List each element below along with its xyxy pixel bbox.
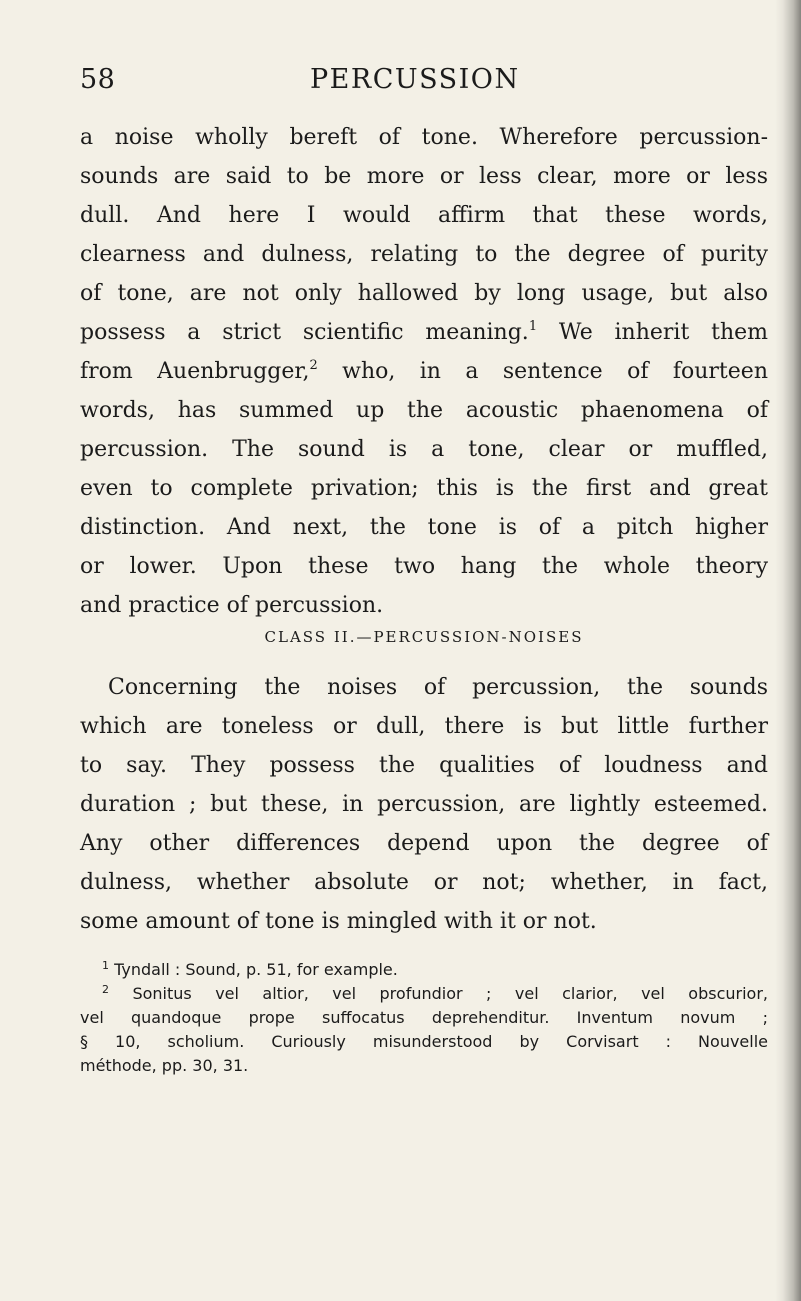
- paragraph-line: Concerning the noises of percussion, the sounds: [108, 675, 768, 700]
- paragraph-line: dulness, whether absolute or not; whether, in fact,: [80, 870, 768, 895]
- footnote-text: Sonitus vel altior, vel profundior ; vel clarior, vel obscurior,: [132, 984, 769, 1003]
- paragraph-line: of tone, are not only hallowed by long usage, but also: [80, 281, 768, 306]
- running-head: [70, 62, 760, 102]
- paragraph-line-text: We inherit them: [537, 320, 768, 345]
- paragraph-line: sounds are said to be more or less clear, more or less: [80, 164, 768, 189]
- footnotes: [80, 958, 768, 1078]
- paragraph-line: or lower. Upon these two hang the whole theory: [80, 554, 768, 579]
- paragraph-1: [80, 118, 768, 625]
- footnote-text: Tyndall : Sound, p. 51, for example.: [114, 960, 398, 979]
- paragraph-line: dull. And here I would affirm that these words,: [80, 203, 768, 228]
- footnote-marker: 1: [102, 959, 109, 972]
- paragraph-line: words, has summed up the acoustic phaenomena of: [80, 398, 768, 423]
- paragraph-line-text: who, in a sentence of fourteen: [317, 359, 768, 384]
- paragraph-line: even to complete privation; this is the first and great: [80, 476, 768, 501]
- footnote-reference-1: 1: [528, 319, 538, 334]
- paragraph-line: Any other differences depend upon the degree of: [80, 831, 768, 856]
- paragraph-line-text: from Auenbrugger,: [80, 359, 310, 384]
- footnote-marker: 2: [102, 983, 109, 996]
- paragraph-line: to say. They possess the qualities of loudness and: [80, 753, 768, 778]
- paragraph-line-with-note: [80, 352, 768, 391]
- running-title: PERCUSSION: [310, 64, 520, 95]
- footnote-2-line: méthode, pp. 30, 31.: [80, 1056, 249, 1075]
- footnote-2: [80, 982, 768, 1006]
- paragraph-line: a noise wholly bereft of tone. Wherefore percussion-: [80, 125, 768, 150]
- page-edge-shadow: [775, 0, 801, 1301]
- footnote-2-line: § 10, scholium. Curiously misunderstood by Corvisart : Nouvelle: [80, 1032, 768, 1051]
- footnote-reference-2: 2: [309, 358, 318, 373]
- page-number: 58: [80, 64, 116, 95]
- section-heading: CLASS II.—PERCUSSION-NOISES: [264, 628, 584, 646]
- paragraph-line-text: possess a strict scientific meaning.: [80, 320, 529, 345]
- paragraph-2: [80, 668, 768, 941]
- paragraph-line-with-note: [80, 313, 768, 352]
- footnote-1: [80, 958, 768, 982]
- paragraph-line: distinction. And next, the tone is of a pitch higher: [80, 515, 768, 540]
- paragraph-line: some amount of tone is mingled with it or not.: [80, 909, 597, 934]
- paragraph-line: duration ; but these, in percussion, are lightly esteemed.: [80, 792, 768, 817]
- paragraph-line: percussion. The sound is a tone, clear or muffled,: [80, 437, 768, 462]
- paragraph-line: clearness and dulness, relating to the degree of purity: [80, 242, 768, 267]
- paragraph-line: and practice of percussion.: [80, 593, 384, 618]
- footnote-2-line: vel quandoque prope suffocatus deprehenditur. Inventum novum ;: [80, 1008, 768, 1027]
- paragraph-line: which are toneless or dull, there is but little further: [80, 714, 768, 739]
